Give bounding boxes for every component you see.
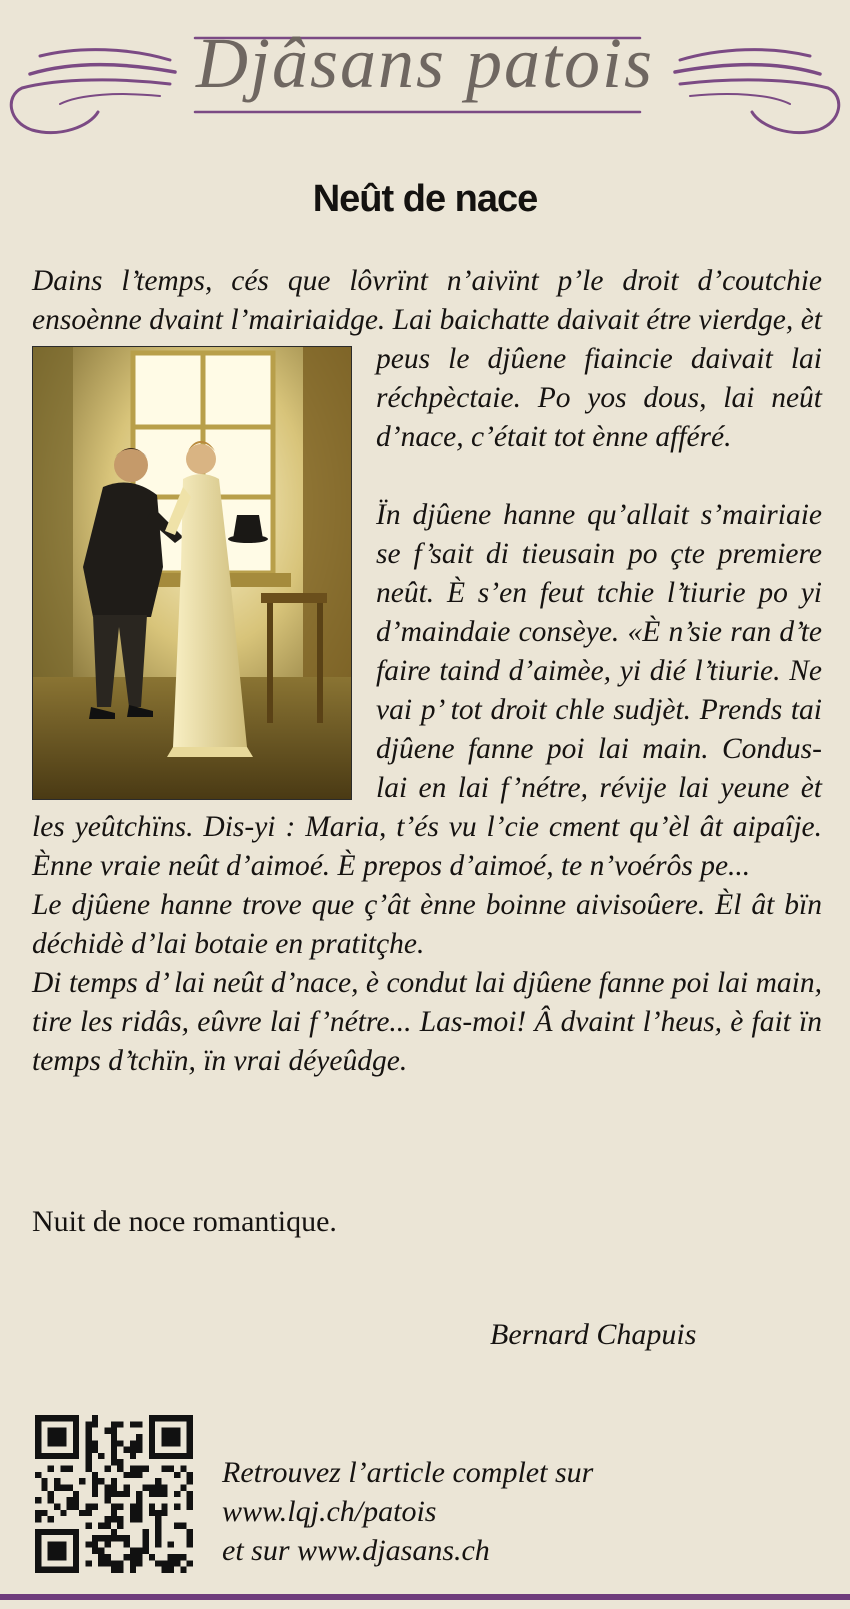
footer-link-djasans[interactable]: et sur www.djasans.ch (222, 1534, 490, 1567)
paragraph-text: Di temps d’ lai neût d’nace, è condut lai djûene fanne poi lai main, tire les ridâs, eûvre lai f’nétre... Las-moi! Â dvaint l’heus, è fait ïn temps d’tchïn, ïn vrai déyeûdge. (32, 967, 822, 1077)
couple-at-window-painting (32, 346, 352, 800)
paragraph-text: Le djûene hanne trove que ç’ât ènne boinne aivisoûere. Èl ât bïn déchidè d’lai botaie en pratitçhe. (32, 889, 822, 960)
conclusion-text: Nuit de noce romantique. (32, 1205, 337, 1238)
bottom-rule (0, 1594, 850, 1600)
article-body (32, 262, 822, 1081)
footer-links (222, 1453, 593, 1570)
qr-code-icon (35, 1415, 193, 1573)
paragraph-intro (32, 262, 822, 457)
author-signature: Bernard Chapuis (490, 1318, 697, 1351)
paragraph-ending (32, 964, 822, 1081)
article-title: Neût de nace (312, 178, 538, 220)
paragraph-text: Ïn djûene hanne qu’allait s’mairiaie se f’sait di tieusain po çte premiere neût. È s’en feut tchie l’tiurie po yi d’maindaie consèye. «È n’sie ran d’te faire taind d’aimèe, yi dié l’tiurie. Ne vai p’ tot droit chle sudjèt. Prends tai djûene fanne poi lai main. Condus-lai en lai f’nétre, révije lai yeune èt les yeûtchïns. Dis-yi : Maria, t’és vu l’cie cment qu’èl ât aipaîje. Ènne vraie neût d’aimoé. È prepos d’aimoé, te n’voérôs pe... (32, 499, 822, 882)
paragraph-text: Dains l’temps, cés que lôvrïnt n’aivïnt p’le droit d’coutchie ensoènne dvaint l’mairiaidge. Lai baichatte daivait (32, 265, 822, 336)
paragraph-text-continued: étre vierdge, èt peus le djûene fiaincie daivait lai réchpèctaie. Po yos dous, lai neût d’nace, c’était tot ènne afféré. (376, 304, 823, 453)
header-banner (0, 0, 850, 160)
paragraph-decision (32, 886, 822, 964)
header-title: Djâsans patois (195, 23, 655, 103)
footer-link-lqj[interactable]: www.lqj.ch/patois (222, 1495, 437, 1528)
footer-line: Retrouvez l’article complet sur (222, 1456, 594, 1489)
